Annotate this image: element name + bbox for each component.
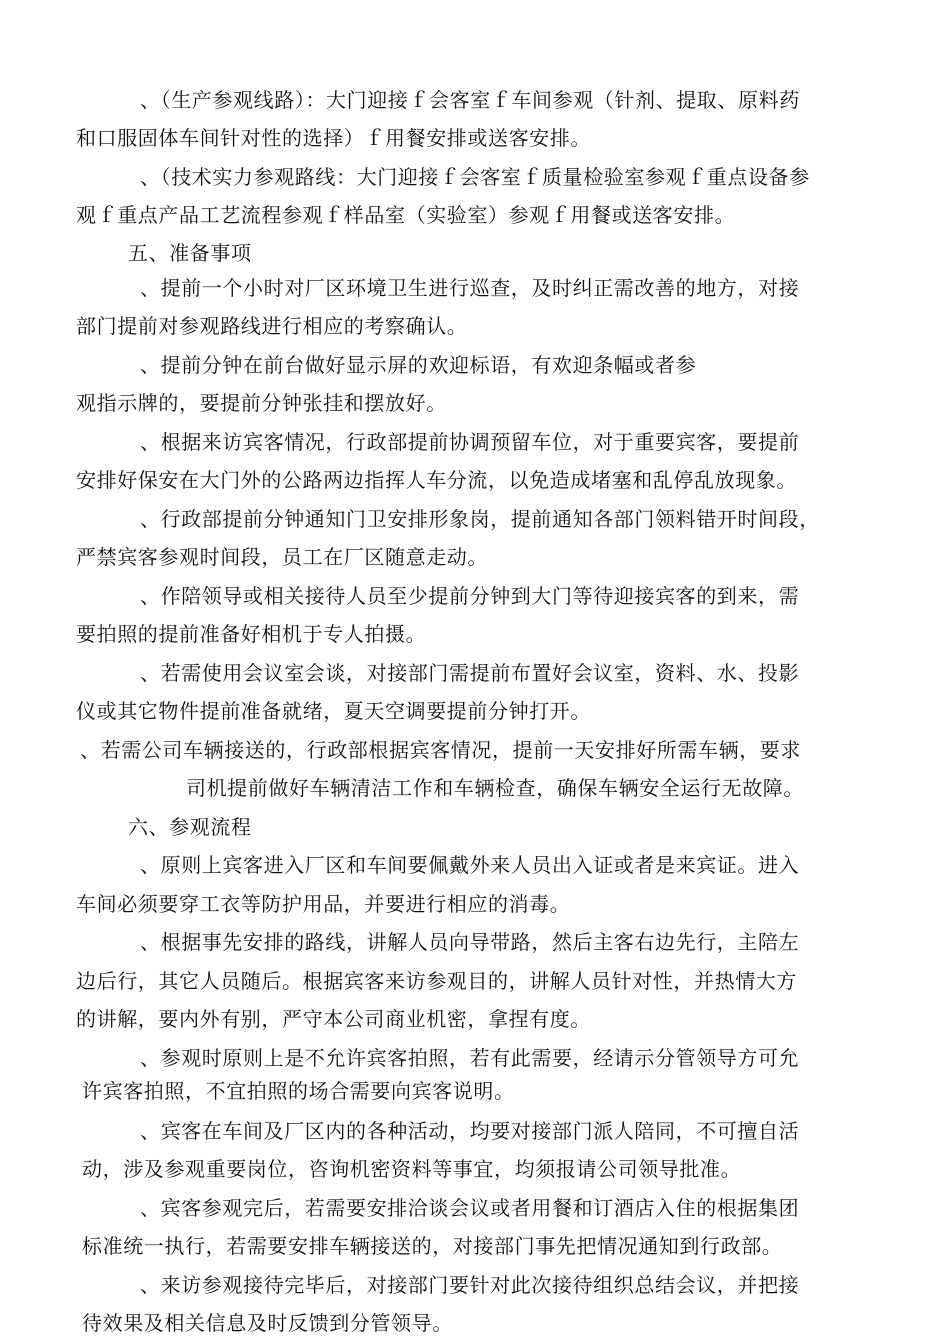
text-line: 、根据事先安排的路线，讲解人员向导带路，然后主客右边先行，主陪左 xyxy=(140,930,800,954)
text-line: 仪或其它物件提前准备就绪，夏天空调要提前分钟打开。 xyxy=(76,699,591,723)
text-line: 安排好保安在大门外的公路两边指挥人车分流，以免造成堵塞和乱停乱放现象。 xyxy=(76,468,797,492)
text-line: 、来访参观接待完毕后，对接部门要针对此次接待组织总结会议，并把接 xyxy=(140,1273,800,1297)
text-line: 、行政部提前分钟通知门卫安排形象岗，提前通知各部门领料错开时间段， xyxy=(140,507,820,531)
text-line: 、作陪领导或相关接待人员至少提前分钟到大门等待迎接宾客的到来，需 xyxy=(140,584,800,608)
text-line: 、（生产参观线路）：大门迎接ｆ会客室ｆ车间参观（针剂、提取、原料药 xyxy=(140,88,800,112)
text-line: 车间必须要穿工衣等防护用品，并要进行相应的消毒。 xyxy=(76,892,571,916)
text-line: 和口服固体车间针对性的选择）ｆ用餐安排或送客安排。 xyxy=(76,126,591,150)
text-line: 部门提前对参观路线进行相应的考察确认。 xyxy=(76,314,468,338)
text-line: 、（技术实力参观路线：大门迎接ｆ会客室ｆ质量检验室参观ｆ重点设备参 xyxy=(140,165,810,189)
text-line: 观指示牌的，要提前分钟张挂和摆放好。 xyxy=(76,391,447,415)
text-line: 、若需使用会议室会谈，对接部门需提前布置好会议室，资料、水、投影 xyxy=(140,661,800,685)
text-line: 标准统一执行，若需要安排车辆接送的，对接部门事先把情况通知到行政部。 xyxy=(82,1234,783,1258)
text-line: 要拍照的提前准备好相机于专人拍摄。 xyxy=(76,622,427,646)
text-line: 、提前分钟在前台做好显示屏的欢迎标语，有欢迎条幅或者参 xyxy=(140,353,697,377)
text-line: 许宾客拍照，不宜拍照的场合需要向宾客说明。 xyxy=(82,1079,515,1103)
text-line: 、宾客参观完后，若需要安排洽谈会议或者用餐和订酒店入住的根据集团 xyxy=(140,1196,800,1220)
text-line: 边后行，其它人员随后。根据宾客来访参观目的，讲解人员针对性，并热情大方 xyxy=(76,969,797,993)
section-heading: 六、参观流程 xyxy=(128,815,252,839)
text-line: 严禁宾客参观时间段，员工在厂区随意走动。 xyxy=(76,545,488,569)
text-line: 司机提前做好车辆清洁工作和车辆检查，确保车辆安全运行无故障。 xyxy=(186,776,804,800)
text-line: 、提前一个小时对厂区环境卫生进行巡查，及时纠正需改善的地方，对接 xyxy=(140,276,800,300)
text-line: 、宾客在车间及厂区内的各种活动，均要对接部门派人陪同，不可擅自活 xyxy=(140,1119,800,1143)
text-line: 的讲解，要内外有别，严守本公司商业机密，拿捏有度。 xyxy=(76,1007,591,1031)
text-line: 、若需公司车辆接送的，行政部根据宾客情况，提前一天安排好所需车辆，要求 xyxy=(80,738,801,762)
text-line: 、参观时原则上是不允许宾客拍照，若有此需要，经请示分管领导方可允 xyxy=(140,1046,800,1070)
text-line: 动，涉及参观重要岗位，咨询机密资料等事宜，均须报请公司领导批准。 xyxy=(82,1157,742,1181)
section-heading: 五、准备事项 xyxy=(128,241,252,265)
text-line: 观ｆ重点产品工艺流程参观ｆ样品室（实验室）参观ｆ用餐或送客安排。 xyxy=(76,203,736,227)
text-line: 、原则上宾客进入厂区和车间要佩戴外来人员出入证或者是来宾证。进入 xyxy=(140,853,800,877)
text-line: 、根据来访宾客情况，行政部提前协调预留车位，对于重要宾客，要提前 xyxy=(140,430,800,454)
text-line: 待效果及相关信息及时反馈到分管领导。 xyxy=(82,1311,453,1335)
